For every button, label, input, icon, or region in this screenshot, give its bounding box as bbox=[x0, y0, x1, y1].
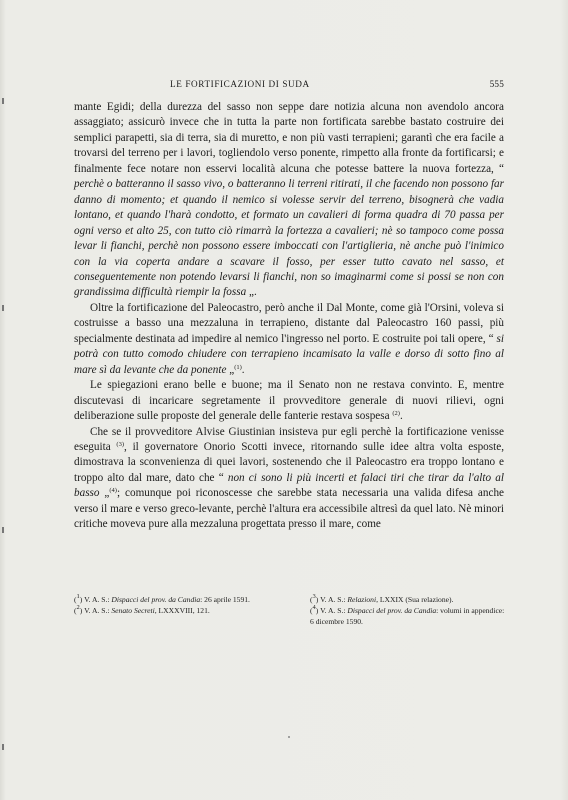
text-run: : volumi in appendice: 6 dicembre 1590. bbox=[310, 606, 505, 626]
footnote-ref: 2 bbox=[76, 604, 80, 611]
text-run: „ bbox=[99, 487, 110, 500]
footnote bbox=[310, 605, 506, 627]
footnote-ref: (1) bbox=[234, 363, 242, 371]
text-run: ) V. A. S.: bbox=[315, 595, 348, 604]
italic-quote: perchè o batteranno il sasso vivo, o batteranno li terreni ritirati, il che facendo non possono far danno di momento; et quando il nemico si volesse servir del terreno, bisognerà che vadia lontano, et quando l'harà condotto, et formato un cavalieri di forma quadra di 70 passa per ogni verso et alto 25, con tutto ciò rimarrà la fortezza a cavalieri; nè so tampoco come possa levar li fianchi, perchè non possono essere imboccati con l'artiglieria, nè anche può l'inimico con la via coperta andare a scavare il fosso, per esser tutto cavato nel sasso, et conseguentemente non potendo levarsi li fianchi, non so imaginarmi come si possi se non con grandissima difficultà riempir la fossa bbox=[74, 178, 504, 299]
text-run: : 26 aprile 1591. bbox=[200, 595, 250, 604]
main-text bbox=[74, 100, 504, 533]
page-edge-mark bbox=[2, 98, 4, 104]
text-run: ( bbox=[74, 606, 77, 615]
text-run: . bbox=[241, 363, 245, 376]
footnote-ref: (3) bbox=[116, 440, 125, 448]
paragraph bbox=[74, 425, 504, 533]
text-run: ( bbox=[310, 606, 313, 615]
footnotes bbox=[74, 594, 506, 627]
footnote-ref: (4) bbox=[109, 487, 117, 495]
text-run: , LXXXVIII, 121. bbox=[154, 606, 210, 615]
footnote bbox=[310, 594, 506, 605]
page-edge-mark bbox=[2, 305, 4, 311]
footnote bbox=[74, 594, 270, 605]
text-run: ; comunque poi riconoscesse che sarebbe stata necessaria una valida difesa anche verso il mare e verso greco-levante, perchè l'altura era accessibile altresì da quel lato. Nè minori critiche moveva pure alla mezzaluna progettata presso il mare, come bbox=[74, 487, 505, 531]
footnote-ref: 4 bbox=[312, 604, 316, 611]
page-number: 555 bbox=[489, 79, 504, 89]
footnote bbox=[74, 605, 270, 616]
text-run: Oltre la fortificazione del Paleocastro, però anche il Dal Monte, come già l'Orsini, voleva si costruisse a basso una mezzaluna in terrapieno, distante dal Paleocastro 160 passi, più specialmente destinata ad impedire al nemico l'ingresso nel porto. E costruite poi tali opere, “ bbox=[74, 301, 504, 345]
paragraph bbox=[74, 301, 504, 378]
footnote-ref: 1 bbox=[76, 593, 80, 600]
text-run: , LXXIX (Sua relazione). bbox=[376, 595, 454, 604]
text-run: Che se il provveditore Alvise Giustinian insisteva pur egli perchè la fortificazione venisse eseguita bbox=[74, 425, 504, 453]
italic-quote: Dispacci del prov. da Candia bbox=[347, 606, 437, 615]
paragraph bbox=[74, 100, 504, 301]
text-run: ) V. A. S.: bbox=[315, 606, 348, 615]
text-run: „ bbox=[226, 363, 235, 376]
page-header bbox=[74, 79, 504, 93]
italic-quote: Senato Secreti bbox=[111, 606, 155, 615]
text-run: ( bbox=[310, 595, 313, 604]
text-run: ( bbox=[74, 595, 77, 604]
paper-speck bbox=[288, 736, 290, 738]
italic-quote: non ci sono li più incerti et falaci tiri che tirar da l'alto al basso bbox=[74, 471, 504, 500]
text-run: , il governatore Onorio Scotti invece, ritornando sulle idee altra volta esposte, dimostrava la sconvenienza di quei lavori, sostenendo che il Paleocastro era troppo lontano e troppo alto dal mare, dato che “ bbox=[74, 440, 504, 484]
page-edge-mark bbox=[2, 744, 4, 750]
paragraph bbox=[74, 378, 504, 424]
text-run: Le spiegazioni erano belle e buone; ma il Senato non ne restava convinto. E, mentre discutevasi di incaricare segretamente il provveditore generale di nuovi rilievi, ogni deliberazione sulle proposte del generale delle fanterie restava sospesa bbox=[74, 379, 504, 423]
text-run: . bbox=[399, 410, 403, 423]
text-run: „. bbox=[246, 286, 257, 299]
footnote-ref: (2) bbox=[392, 410, 400, 418]
footnotes-left-column bbox=[74, 594, 270, 627]
text-run: ) V. A. S.: bbox=[79, 595, 112, 604]
footnote-ref: 3 bbox=[312, 593, 316, 600]
italic-quote: si potrà con tutto comodo chiudere con terrapieno incamisato la valle e dorso di sotto fino al mare sì da levante che da ponente bbox=[74, 332, 504, 376]
italic-quote: Relazioni bbox=[347, 595, 377, 604]
text-run: ) V. A. S.: bbox=[79, 606, 112, 615]
footnotes-right-column bbox=[310, 594, 506, 627]
text-run: mante Egidi; della durezza del sasso non seppe dare notizia alcuna non avendolo ancora assaggiato; assicurò invece che in tutta la parte non fortificata sarebbe bastato costruire dei semplici parapetti, sia di terra, sia di muretto, e non più vasti terrapieni; garantì che era facile a trovarsi del terreno per i lavori, togliendolo verso ponente, rimpetto alla fronte da fortificarsi; e finalmente fece notare non esservi località alcuna che potesse battere la nuova fortezza, “ bbox=[74, 101, 504, 175]
page-edge-mark bbox=[2, 527, 4, 533]
running-head: LE FORTIFICAZIONI DI SUDA bbox=[170, 79, 310, 89]
italic-quote: Dispacci del prov. da Candia bbox=[111, 595, 201, 604]
